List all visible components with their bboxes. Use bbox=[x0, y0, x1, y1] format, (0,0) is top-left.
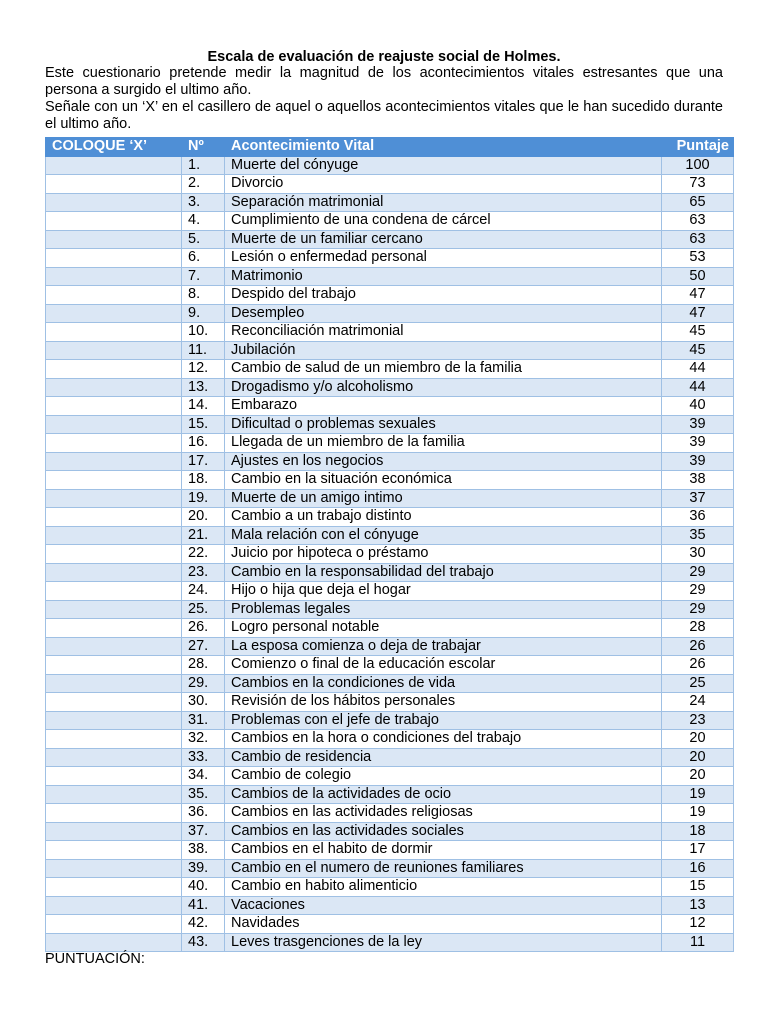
row-event: Cambio en la situación económica bbox=[225, 471, 662, 490]
table-row bbox=[46, 156, 734, 175]
row-event: Divorcio bbox=[225, 175, 662, 194]
row-number: 11. bbox=[182, 341, 225, 360]
table-row bbox=[46, 619, 734, 638]
mark-cell[interactable] bbox=[46, 933, 182, 952]
intro-text bbox=[45, 65, 723, 133]
table-row bbox=[46, 249, 734, 268]
mark-cell[interactable] bbox=[46, 286, 182, 305]
mark-cell[interactable] bbox=[46, 360, 182, 379]
row-number: 5. bbox=[182, 230, 225, 249]
row-event: Dificultad o problemas sexuales bbox=[225, 415, 662, 434]
intro-paragraph-1: Este cuestionario pretende medir la magnitud de los acontecimientos vitales estresantes que una persona a surgido el ultimo año. bbox=[45, 65, 723, 98]
row-score: 12 bbox=[662, 915, 734, 934]
table-row bbox=[46, 600, 734, 619]
row-number: 36. bbox=[182, 804, 225, 823]
mark-cell[interactable] bbox=[46, 545, 182, 564]
row-event: Vacaciones bbox=[225, 896, 662, 915]
table-header-row bbox=[46, 138, 734, 157]
row-score: 47 bbox=[662, 286, 734, 305]
table-row bbox=[46, 471, 734, 490]
row-event: Cambios de la actividades de ocio bbox=[225, 785, 662, 804]
row-number: 41. bbox=[182, 896, 225, 915]
row-event: La esposa comienza o deja de trabajar bbox=[225, 637, 662, 656]
mark-cell[interactable] bbox=[46, 415, 182, 434]
row-score: 25 bbox=[662, 674, 734, 693]
row-score: 26 bbox=[662, 656, 734, 675]
row-score: 53 bbox=[662, 249, 734, 268]
mark-cell[interactable] bbox=[46, 785, 182, 804]
row-number: 12. bbox=[182, 360, 225, 379]
mark-cell[interactable] bbox=[46, 156, 182, 175]
row-score: 44 bbox=[662, 360, 734, 379]
row-score: 24 bbox=[662, 693, 734, 712]
mark-cell[interactable] bbox=[46, 249, 182, 268]
mark-cell[interactable] bbox=[46, 230, 182, 249]
row-event: Cambios en la hora o condiciones del trabajo bbox=[225, 730, 662, 749]
row-score: 18 bbox=[662, 822, 734, 841]
table-row bbox=[46, 637, 734, 656]
row-number: 9. bbox=[182, 304, 225, 323]
row-event: Cambios en la condiciones de vida bbox=[225, 674, 662, 693]
row-score: 39 bbox=[662, 415, 734, 434]
table-row bbox=[46, 915, 734, 934]
mark-cell[interactable] bbox=[46, 526, 182, 545]
row-number: 43. bbox=[182, 933, 225, 952]
row-event: Mala relación con el cónyuge bbox=[225, 526, 662, 545]
row-score: 63 bbox=[662, 230, 734, 249]
mark-cell[interactable] bbox=[46, 600, 182, 619]
row-event: Reconciliación matrimonial bbox=[225, 323, 662, 342]
table-row bbox=[46, 508, 734, 527]
table-row bbox=[46, 175, 734, 194]
row-score: 36 bbox=[662, 508, 734, 527]
row-number: 28. bbox=[182, 656, 225, 675]
row-number: 22. bbox=[182, 545, 225, 564]
mark-cell[interactable] bbox=[46, 804, 182, 823]
row-event: Despido del trabajo bbox=[225, 286, 662, 305]
row-number: 24. bbox=[182, 582, 225, 601]
mark-cell[interactable] bbox=[46, 693, 182, 712]
row-score: 29 bbox=[662, 563, 734, 582]
table-row bbox=[46, 545, 734, 564]
row-event: Ajustes en los negocios bbox=[225, 452, 662, 471]
table-row bbox=[46, 378, 734, 397]
row-number: 25. bbox=[182, 600, 225, 619]
row-event: Cambio a un trabajo distinto bbox=[225, 508, 662, 527]
row-event: Cambio en la responsabilidad del trabajo bbox=[225, 563, 662, 582]
table-row bbox=[46, 526, 734, 545]
table-row bbox=[46, 193, 734, 212]
row-score: 100 bbox=[662, 156, 734, 175]
table-row bbox=[46, 841, 734, 860]
table-row bbox=[46, 212, 734, 231]
row-score: 20 bbox=[662, 767, 734, 786]
table-row bbox=[46, 748, 734, 767]
mark-cell[interactable] bbox=[46, 378, 182, 397]
table-row bbox=[46, 230, 734, 249]
row-number: 32. bbox=[182, 730, 225, 749]
row-number: 7. bbox=[182, 267, 225, 286]
table-row bbox=[46, 674, 734, 693]
table-row bbox=[46, 804, 734, 823]
row-number: 21. bbox=[182, 526, 225, 545]
mark-cell[interactable] bbox=[46, 748, 182, 767]
row-score: 13 bbox=[662, 896, 734, 915]
row-event: Cambio de salud de un miembro de la familia bbox=[225, 360, 662, 379]
mark-cell[interactable] bbox=[46, 304, 182, 323]
table-row bbox=[46, 785, 734, 804]
row-score: 30 bbox=[662, 545, 734, 564]
table-row bbox=[46, 711, 734, 730]
row-score: 17 bbox=[662, 841, 734, 860]
row-number: 16. bbox=[182, 434, 225, 453]
mark-cell[interactable] bbox=[46, 711, 182, 730]
row-event: Cambio en habito alimenticio bbox=[225, 878, 662, 897]
mark-cell[interactable] bbox=[46, 267, 182, 286]
mark-cell[interactable] bbox=[46, 397, 182, 416]
mark-cell[interactable] bbox=[46, 841, 182, 860]
row-score: 39 bbox=[662, 452, 734, 471]
row-event: Cumplimiento de una condena de cárcel bbox=[225, 212, 662, 231]
row-event: Lesión o enfermedad personal bbox=[225, 249, 662, 268]
mark-cell[interactable] bbox=[46, 341, 182, 360]
row-number: 37. bbox=[182, 822, 225, 841]
mark-cell[interactable] bbox=[46, 175, 182, 194]
table-row bbox=[46, 341, 734, 360]
row-score: 29 bbox=[662, 582, 734, 601]
mark-cell[interactable] bbox=[46, 471, 182, 490]
row-number: 40. bbox=[182, 878, 225, 897]
row-score: 29 bbox=[662, 600, 734, 619]
row-event: Cambio de residencia bbox=[225, 748, 662, 767]
row-event: Matrimonio bbox=[225, 267, 662, 286]
row-event: Jubilación bbox=[225, 341, 662, 360]
table-row bbox=[46, 267, 734, 286]
table-row bbox=[46, 859, 734, 878]
row-score: 47 bbox=[662, 304, 734, 323]
row-score: 73 bbox=[662, 175, 734, 194]
row-event: Separación matrimonial bbox=[225, 193, 662, 212]
row-event: Navidades bbox=[225, 915, 662, 934]
row-number: 42. bbox=[182, 915, 225, 934]
row-number: 3. bbox=[182, 193, 225, 212]
mark-cell[interactable] bbox=[46, 489, 182, 508]
table-row bbox=[46, 489, 734, 508]
row-score: 37 bbox=[662, 489, 734, 508]
header-mark: COLOQUE ‘X’ bbox=[46, 138, 182, 157]
mark-cell[interactable] bbox=[46, 582, 182, 601]
table-row bbox=[46, 415, 734, 434]
life-events-table bbox=[45, 137, 734, 952]
row-score: 19 bbox=[662, 785, 734, 804]
mark-cell[interactable] bbox=[46, 619, 182, 638]
mark-cell[interactable] bbox=[46, 434, 182, 453]
header-event: Acontecimiento Vital bbox=[225, 138, 662, 157]
row-number: 8. bbox=[182, 286, 225, 305]
row-event: Logro personal notable bbox=[225, 619, 662, 638]
table-row bbox=[46, 434, 734, 453]
table-row bbox=[46, 822, 734, 841]
row-event: Cambios en las actividades religiosas bbox=[225, 804, 662, 823]
table-row bbox=[46, 452, 734, 471]
row-score: 35 bbox=[662, 526, 734, 545]
row-score: 44 bbox=[662, 378, 734, 397]
table-row bbox=[46, 656, 734, 675]
row-score: 65 bbox=[662, 193, 734, 212]
table-row bbox=[46, 360, 734, 379]
mark-cell[interactable] bbox=[46, 915, 182, 934]
intro-paragraph-2: Señale con un ‘X’ en el casillero de aquel o aquellos acontecimientos vitales que le han sucedido durante el ultimo año. bbox=[45, 99, 723, 132]
row-event: Juicio por hipoteca o préstamo bbox=[225, 545, 662, 564]
row-score: 20 bbox=[662, 748, 734, 767]
row-event: Desempleo bbox=[225, 304, 662, 323]
row-number: 31. bbox=[182, 711, 225, 730]
mark-cell[interactable] bbox=[46, 822, 182, 841]
document-title: Escala de evaluación de reajuste social de Holmes. bbox=[207, 49, 561, 65]
row-event: Muerte de un familiar cercano bbox=[225, 230, 662, 249]
row-number: 20. bbox=[182, 508, 225, 527]
row-number: 26. bbox=[182, 619, 225, 638]
mark-cell[interactable] bbox=[46, 212, 182, 231]
table-row bbox=[46, 563, 734, 582]
row-score: 50 bbox=[662, 267, 734, 286]
row-number: 34. bbox=[182, 767, 225, 786]
row-score: 45 bbox=[662, 323, 734, 342]
mark-cell[interactable] bbox=[46, 878, 182, 897]
mark-cell[interactable] bbox=[46, 674, 182, 693]
row-event: Cambios en el habito de dormir bbox=[225, 841, 662, 860]
row-number: 30. bbox=[182, 693, 225, 712]
row-number: 13. bbox=[182, 378, 225, 397]
mark-cell[interactable] bbox=[46, 859, 182, 878]
row-number: 23. bbox=[182, 563, 225, 582]
table-row bbox=[46, 767, 734, 786]
row-event: Cambio en el numero de reuniones familiares bbox=[225, 859, 662, 878]
row-event: Muerte del cónyuge bbox=[225, 156, 662, 175]
table-row bbox=[46, 304, 734, 323]
row-number: 17. bbox=[182, 452, 225, 471]
row-number: 38. bbox=[182, 841, 225, 860]
row-event: Problemas con el jefe de trabajo bbox=[225, 711, 662, 730]
row-number: 4. bbox=[182, 212, 225, 231]
row-score: 26 bbox=[662, 637, 734, 656]
row-number: 15. bbox=[182, 415, 225, 434]
row-event: Cambio de colegio bbox=[225, 767, 662, 786]
row-number: 39. bbox=[182, 859, 225, 878]
row-score: 45 bbox=[662, 341, 734, 360]
row-event: Problemas legales bbox=[225, 600, 662, 619]
row-event: Llegada de un miembro de la familia bbox=[225, 434, 662, 453]
row-number: 35. bbox=[182, 785, 225, 804]
row-number: 14. bbox=[182, 397, 225, 416]
row-score: 23 bbox=[662, 711, 734, 730]
row-score: 16 bbox=[662, 859, 734, 878]
mark-cell[interactable] bbox=[46, 637, 182, 656]
row-score: 39 bbox=[662, 434, 734, 453]
row-score: 63 bbox=[662, 212, 734, 231]
mark-cell[interactable] bbox=[46, 323, 182, 342]
table-row bbox=[46, 397, 734, 416]
table-row bbox=[46, 896, 734, 915]
mark-cell[interactable] bbox=[46, 452, 182, 471]
row-event: Muerte de un amigo intimo bbox=[225, 489, 662, 508]
mark-cell[interactable] bbox=[46, 730, 182, 749]
row-number: 29. bbox=[182, 674, 225, 693]
row-number: 2. bbox=[182, 175, 225, 194]
row-number: 18. bbox=[182, 471, 225, 490]
row-score: 15 bbox=[662, 878, 734, 897]
row-number: 6. bbox=[182, 249, 225, 268]
row-number: 27. bbox=[182, 637, 225, 656]
row-event: Revisión de los hábitos personales bbox=[225, 693, 662, 712]
mark-cell[interactable] bbox=[46, 896, 182, 915]
row-number: 1. bbox=[182, 156, 225, 175]
table-row bbox=[46, 582, 734, 601]
row-number: 33. bbox=[182, 748, 225, 767]
header-score: Puntaje bbox=[662, 138, 734, 157]
table-row bbox=[46, 286, 734, 305]
row-event: Drogadismo y/o alcoholismo bbox=[225, 378, 662, 397]
row-event: Hijo o hija que deja el hogar bbox=[225, 582, 662, 601]
row-score: 38 bbox=[662, 471, 734, 490]
row-event: Cambios en las actividades sociales bbox=[225, 822, 662, 841]
row-event: Leves trasgenciones de la ley bbox=[225, 933, 662, 952]
mark-cell[interactable] bbox=[46, 767, 182, 786]
table-row bbox=[46, 693, 734, 712]
score-label: PUNTUACIÓN: bbox=[45, 951, 145, 967]
mark-cell[interactable] bbox=[46, 563, 182, 582]
header-number: Nº bbox=[182, 138, 225, 157]
mark-cell[interactable] bbox=[46, 508, 182, 527]
row-score: 11 bbox=[662, 933, 734, 952]
row-score: 40 bbox=[662, 397, 734, 416]
mark-cell[interactable] bbox=[46, 193, 182, 212]
row-number: 10. bbox=[182, 323, 225, 342]
row-number: 19. bbox=[182, 489, 225, 508]
row-event: Embarazo bbox=[225, 397, 662, 416]
mark-cell[interactable] bbox=[46, 656, 182, 675]
row-score: 20 bbox=[662, 730, 734, 749]
table-row bbox=[46, 730, 734, 749]
table-row bbox=[46, 323, 734, 342]
row-score: 28 bbox=[662, 619, 734, 638]
table-row bbox=[46, 878, 734, 897]
table-row bbox=[46, 933, 734, 952]
row-event: Comienzo o final de la educación escolar bbox=[225, 656, 662, 675]
row-score: 19 bbox=[662, 804, 734, 823]
